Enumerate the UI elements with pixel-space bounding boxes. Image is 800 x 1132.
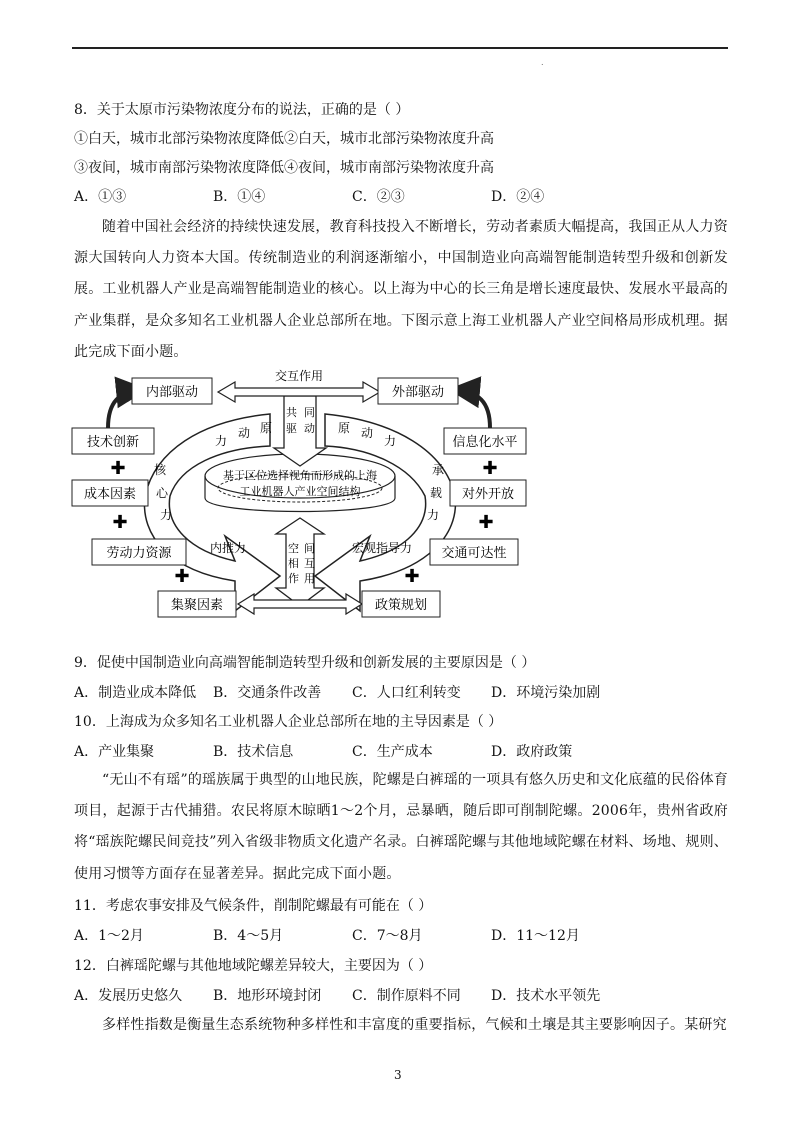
q8-statement-2: ③夜间，城市南部污染物浓度降低④夜间，城市南部污染物浓度升高 xyxy=(74,160,494,176)
mechanism-diagram xyxy=(70,366,540,628)
passage-spinning-top: “无山不有瑶”的瑶族属于典型的山地民族，陀螺是白裤瑶的一项具有悠久历史和文化底蕴的民俗体育项目，起源于古代捕猎。农民将原木晾晒1～2个月，忌暴晒，随后即可削制陀螺。2006年，贵州省政府将“瑶族陀螺民间竞技”列入省级非物质文化遗产名录。白裤瑶陀螺与其他地域陀螺在材料、场地、规则、使用习惯等方面存在显著差异。据此完成下面小题。 xyxy=(74,772,728,882)
q9-option-b: B．交通条件改善 xyxy=(213,685,322,701)
passage-robot-industry: 随着中国社会经济的持续快速发展，教育科技投入不断增长，劳动者素质大幅提高，我国正从人力资源大国转向人力资本大国。传统制造业的利润逐渐缩小，中国制造业向高端智能制造转型升级和创新发展。工业机器人产业是高端智能制造业的核心。以上海为中心的长三角是增长速度最快、发展水平最高的产业集群，是众多知名工业机器人企业总部所在地。下图示意上海工业机器人产业空间格局形成机理。据此完成下面小题。 xyxy=(74,219,728,360)
plus-icon: ✚ xyxy=(482,458,498,479)
q12-option-a: A．发展历史悠久 xyxy=(74,988,183,1004)
q11-option-c: C．7～8月 xyxy=(352,928,423,944)
q9-option-c: C．人口红利转变 xyxy=(352,685,461,701)
space-interact-char: 用 xyxy=(304,572,315,585)
q10-option-a: A．产业集聚 xyxy=(74,744,155,760)
space-interact-char: 互 xyxy=(304,557,315,570)
plus-icon: ✚ xyxy=(112,512,128,533)
space-interact-arrow xyxy=(276,518,324,606)
q12-stem: 12．白裤瑶陀螺与其他地域陀螺差异较大，主要因为（ ） xyxy=(74,958,433,974)
space-interact-char: 作 xyxy=(288,572,299,585)
right-dong-label: 动 xyxy=(361,426,374,440)
core-xin-label: 心 xyxy=(156,486,169,500)
q11-option-b: B．4～5月 xyxy=(213,928,284,944)
right-curve-arrow xyxy=(456,390,490,428)
bear-zai-label: 载 xyxy=(430,486,443,500)
center-text-1: 基于区位选择视角而形成的上海 xyxy=(223,469,377,482)
left-li-label: 力 xyxy=(215,434,228,448)
right-li-label: 力 xyxy=(384,434,397,448)
transport-label: 交通可达性 xyxy=(441,546,507,561)
right-yuan-label: 原 xyxy=(338,421,351,435)
policy-label: 政策规划 xyxy=(374,598,428,613)
q11-option-d: D．11～12月 xyxy=(491,928,580,944)
interaction-label: 交互作用 xyxy=(274,369,324,383)
q8-option-d: D．②④ xyxy=(491,189,545,205)
tech-label: 技术创新 xyxy=(86,435,140,450)
q11-option-a: A．1～2月 xyxy=(74,928,144,944)
q8-option-b: B．①④ xyxy=(213,189,266,205)
q11-stem: 11．考虑农事安排及气候条件，削制陀螺最有可能在（ ） xyxy=(74,898,433,914)
q9-option-d: D．环境污染加剧 xyxy=(491,685,601,701)
joint-drive-char: 共 xyxy=(286,406,297,419)
space-interact-char: 相 xyxy=(288,557,299,570)
center-text-2: 工业机器人产业空间结构 xyxy=(239,485,361,498)
q9-option-a: A．制造业成本降低 xyxy=(74,685,197,701)
q9-stem: 9．促使中国制造业向高端智能制造转型升级和创新发展的主要原因是（ ） xyxy=(74,655,536,671)
macro-label: 宏观指导力 xyxy=(352,541,413,555)
labor-label: 劳动力资源 xyxy=(106,546,172,561)
header-rule xyxy=(72,47,728,49)
q12-option-d: D．技术水平领先 xyxy=(491,988,601,1004)
plus-icon: ✚ xyxy=(110,458,126,479)
cost-label: 成本因素 xyxy=(83,487,137,502)
inner-drive-label: 内部驱动 xyxy=(145,385,199,400)
space-interact-char: 空 xyxy=(288,542,299,555)
space-interact-char: 间 xyxy=(304,542,315,555)
q8-stem: 8．关于太原市污染物浓度分布的说法，正确的是（ ） xyxy=(74,102,410,118)
q10-option-d: D．政府政策 xyxy=(491,744,573,760)
plus-icon: ✚ xyxy=(174,566,190,587)
q8-statement-1: ①白天，城市北部污染物浓度降低②白天，城市北部污染物浓度升高 xyxy=(74,131,494,147)
q10-option-b: B．技术信息 xyxy=(213,744,294,760)
q12-option-b: B．地形环境封闭 xyxy=(213,988,322,1004)
bear-cheng-label: 承 xyxy=(432,463,445,477)
joint-drive-char: 同 xyxy=(304,406,315,419)
header-dot: . xyxy=(541,58,544,67)
passage-diversity-start: 多样性指数是衡量生态系统物种多样性和丰富度的重要指标，气候和土壤是其主要影响因子。某研究 xyxy=(102,1017,727,1033)
outer-drive-label: 外部驱动 xyxy=(391,385,445,400)
q12-option-c: C．制作原料不同 xyxy=(352,988,461,1004)
left-dong-label: 动 xyxy=(238,426,251,440)
joint-drive-char: 驱 xyxy=(286,422,297,435)
core-he-label: 核 xyxy=(154,463,167,477)
joint-drive-char: 动 xyxy=(304,422,315,435)
page-number: 3 xyxy=(394,1068,402,1082)
plus-icon: ✚ xyxy=(404,566,420,587)
bear-li-label: 力 xyxy=(427,508,440,522)
core-li-label: 力 xyxy=(160,508,173,522)
q10-stem: 10．上海成为众多知名工业机器人企业总部所在地的主导因素是（ ） xyxy=(74,714,503,730)
left-yuan-label: 原 xyxy=(260,421,273,435)
q8-option-a: A．①③ xyxy=(74,189,127,205)
info-label: 信息化水平 xyxy=(452,435,518,450)
cluster-label: 集聚因素 xyxy=(170,598,224,613)
opening-label: 对外开放 xyxy=(461,487,515,502)
q10-option-c: C．生产成本 xyxy=(352,744,433,760)
plus-icon: ✚ xyxy=(478,512,494,533)
push-label: 内推力 xyxy=(210,541,247,555)
q8-option-c: C．②③ xyxy=(352,189,405,205)
